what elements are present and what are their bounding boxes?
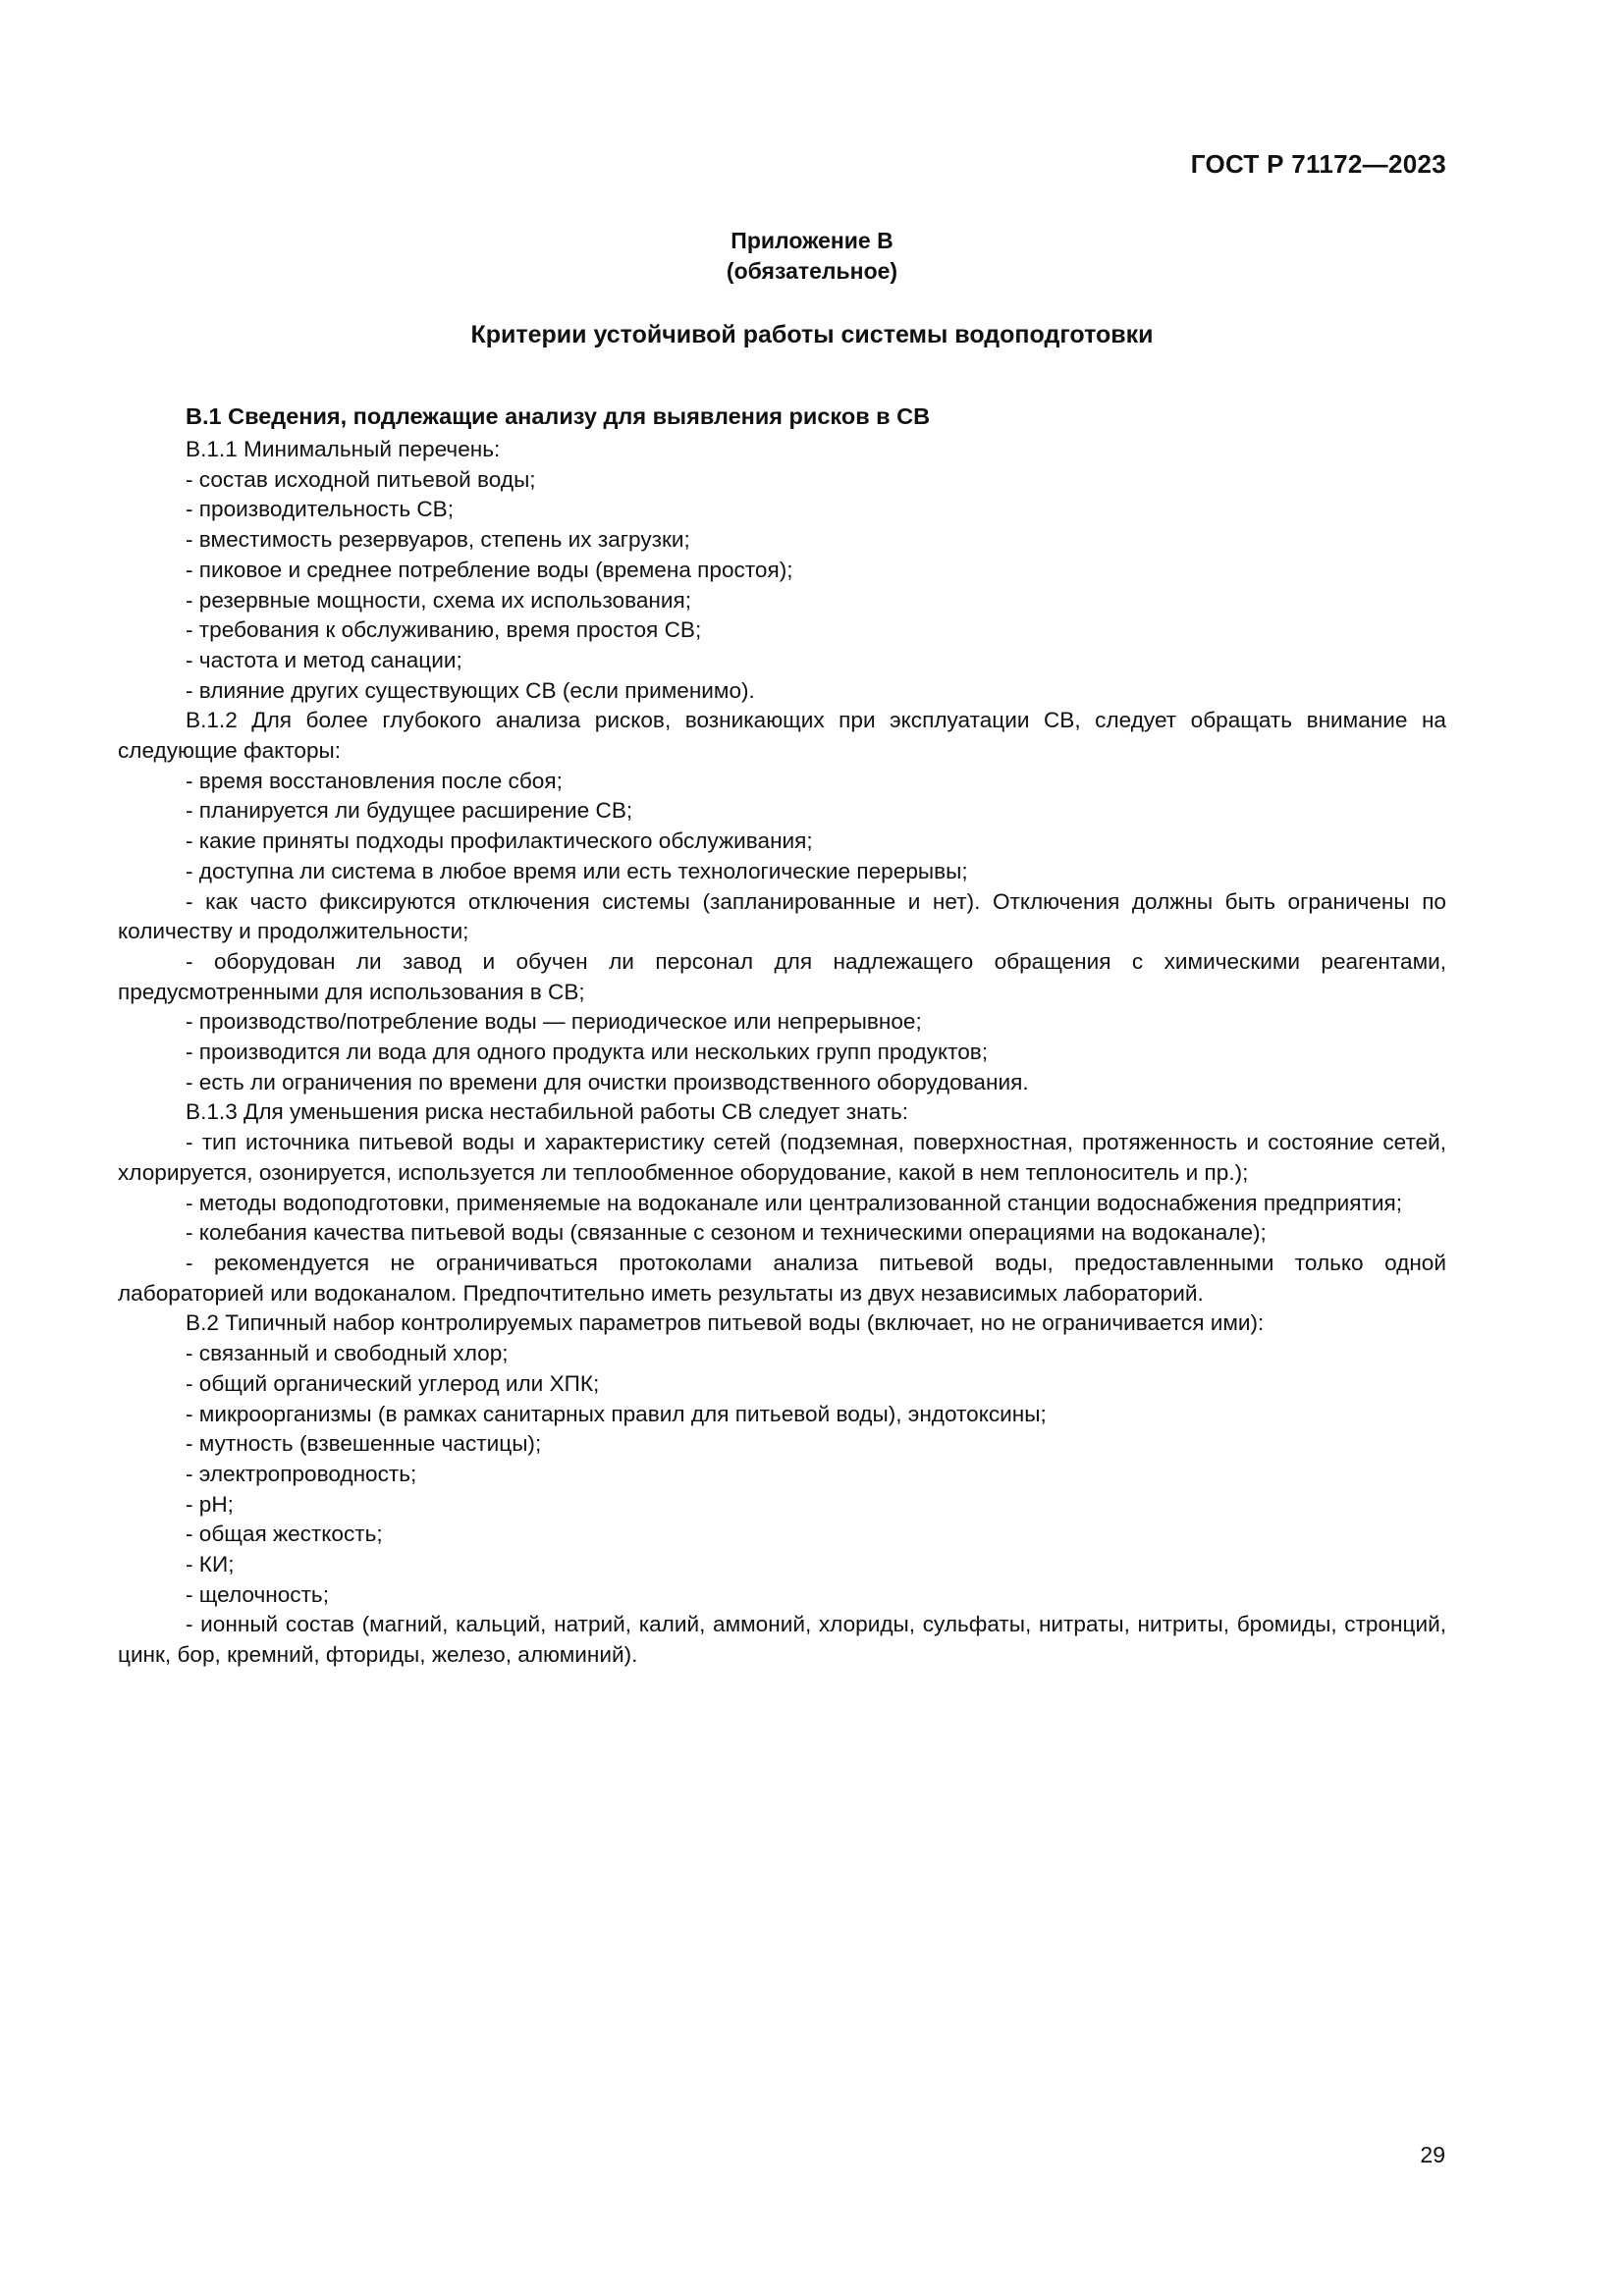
list-item: - общая жесткость; bbox=[186, 1522, 383, 1547]
annex-status: (обязательное) bbox=[726, 258, 898, 284]
list-item: - производится ли вода для одного продукта или нескольких групп продуктов; bbox=[186, 1040, 989, 1065]
annex-title-block bbox=[0, 226, 1624, 287]
document-code: ГОСТ Р 71172—2023 bbox=[1190, 149, 1446, 179]
paragraph-b13: В.1.3 Для уменьшения риска нестабильной работы СВ следует знать: bbox=[186, 1099, 909, 1125]
list-item: - производство/потребление воды — периодическое или непрерывное; bbox=[186, 1009, 922, 1035]
list-item: - электропроводность; bbox=[186, 1461, 417, 1486]
list-item: - методы водоподготовки, применяемые на водоканале или централизованной станции водоснабжения предприятия; bbox=[186, 1190, 1403, 1215]
list-item: - доступна ли система в любое время или есть технологические перерывы; bbox=[186, 858, 968, 883]
list-item: - планируется ли будущее расширение СВ; bbox=[186, 798, 633, 824]
list-item: - микроорганизмы (в рамках санитарных правил для питьевой воды), эндотоксины; bbox=[186, 1401, 1047, 1426]
list-item: - какие приняты подходы профилактического обслуживания; bbox=[186, 828, 813, 854]
paragraph-b2: В.2 Типичный набор контролируемых параметров питьевой воды (включает, но не ограничивается ими): bbox=[186, 1310, 1265, 1336]
annex-title: Приложение В bbox=[731, 228, 893, 253]
list-item: - резервные мощности, схема их использования; bbox=[186, 587, 692, 613]
list-item: - щелочность; bbox=[186, 1581, 329, 1607]
list-item: - частота и метод санации; bbox=[186, 647, 462, 672]
page-number: 29 bbox=[1420, 2142, 1445, 2167]
list-item: - pH; bbox=[186, 1491, 234, 1517]
paragraph-b11: В.1.1 Минимальный перечень: bbox=[186, 437, 501, 461]
list-item: - ионный состав (магний, кальций, натрий, калий, аммоний, хлориды, сульфаты, нитраты, нитриты, бромиды, стронций, цинк, бор, кремний, фториды, железо, алюминий). bbox=[118, 1612, 1446, 1668]
list-item: - оборудован ли завод и обучен ли персонал для надлежащего обращения с химическими реагентами, предусмотренными для использования в СВ; bbox=[118, 948, 1446, 1004]
list-item: - есть ли ограничения по времени для очистки производственного оборудования. bbox=[186, 1069, 1029, 1095]
list-item: - КИ; bbox=[186, 1552, 235, 1577]
list-item: - вместимость резервуаров, степень их загрузки; bbox=[186, 527, 690, 553]
list-item: - как часто фиксируются отключения системы (запланированные и нет). Отключения должны быть ограничены по количеству и продолжительности; bbox=[118, 888, 1446, 944]
list-item: - рекомендуется не ограничиваться протоколами анализа питьевой воды, предоставленными только одной лабораторией или водоканалом. Предпочтительно иметь результаты из двух независимых лабораторий. bbox=[118, 1250, 1446, 1306]
list-item: - связанный и свободный хлор; bbox=[186, 1341, 509, 1366]
list-item: - общий органический углерод или ХПК; bbox=[186, 1370, 600, 1396]
list-item: - пиковое и среднее потребление воды (времена простоя); bbox=[186, 557, 793, 582]
annex-heading: Критерии устойчивой работы системы водоподготовки bbox=[470, 321, 1154, 348]
list-item: - влияние других существующих СВ (если применимо). bbox=[186, 677, 755, 703]
list-item: - требования к обслуживанию, время простоя СВ; bbox=[186, 617, 702, 643]
document-body bbox=[118, 400, 1446, 1671]
list-item: - производительность СВ; bbox=[186, 497, 455, 522]
list-item: - тип источника питьевой воды и характеристику сетей (подземная, поверхностная, протяженность и состояние сетей, хлорируется, озонируется, используется ли теплообменное оборудование, какой в нем теплоноситель и пр.); bbox=[118, 1130, 1446, 1185]
list-item: - мутность (взвешенные частицы); bbox=[186, 1431, 542, 1457]
list-item: - колебания качества питьевой воды (связанные с сезоном и техническими операциями на водоканале); bbox=[186, 1220, 1267, 1246]
list-item: - время восстановления после сбоя; bbox=[186, 768, 563, 793]
paragraph-b12: В.1.2 Для более глубокого анализа рисков, возникающих при эксплуатации СВ, следует обращать внимание на следующие факторы: bbox=[118, 708, 1446, 764]
section-heading-b1: В.1 Сведения, подлежащие анализу для выявления рисков в СВ bbox=[186, 403, 931, 429]
list-item: - состав исходной питьевой воды; bbox=[186, 466, 536, 492]
